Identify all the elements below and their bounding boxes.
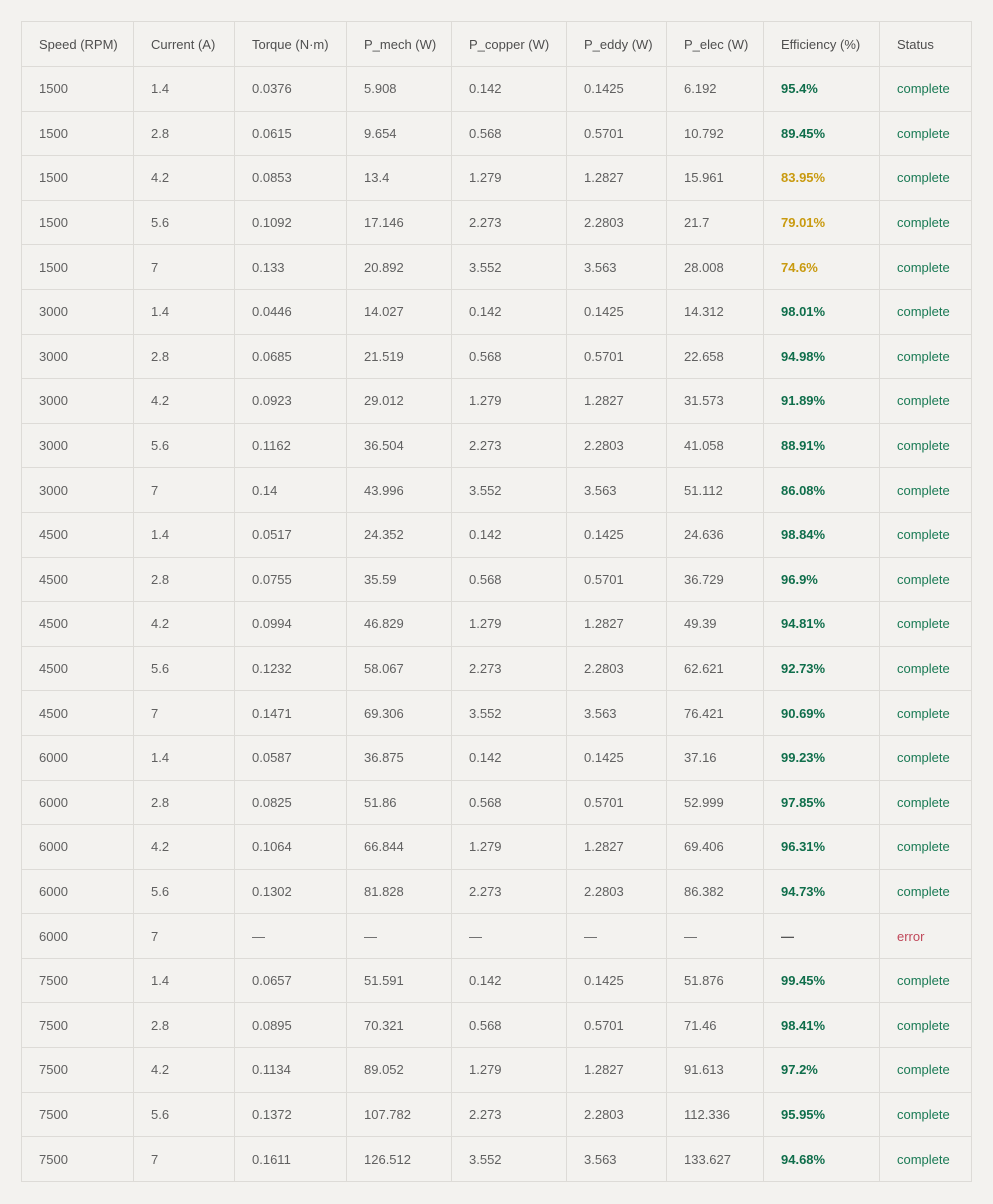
cell-torque: 0.0657: [235, 958, 347, 1003]
table-row: [22, 156, 972, 201]
cell-current: 5.6: [134, 1092, 235, 1137]
cell-p-copper: 2.273: [452, 869, 567, 914]
cell-status: complete: [880, 557, 972, 602]
cell-current: 4.2: [134, 156, 235, 201]
cell-torque: 0.0853: [235, 156, 347, 201]
cell-speed: 3000: [22, 289, 134, 334]
results-table: [21, 21, 972, 1182]
cell-p-eddy: 0.1425: [567, 67, 667, 112]
cell-p-copper: 2.273: [452, 1092, 567, 1137]
header-p-elec: P_elec (W): [667, 22, 764, 67]
cell-p-mech: 29.012: [347, 379, 452, 424]
cell-p-mech: 5.908: [347, 67, 452, 112]
cell-current: 4.2: [134, 1048, 235, 1093]
cell-p-copper: 0.142: [452, 958, 567, 1003]
cell-p-elec: 91.613: [667, 1048, 764, 1093]
cell-speed: 6000: [22, 780, 134, 825]
cell-speed: 4500: [22, 557, 134, 602]
table-row: [22, 914, 972, 959]
table-row: [22, 958, 972, 1003]
cell-speed: 1500: [22, 245, 134, 290]
table-row: [22, 1092, 972, 1137]
cell-speed: 7500: [22, 958, 134, 1003]
table-row: [22, 602, 972, 647]
cell-torque: 0.0446: [235, 289, 347, 334]
cell-p-elec: 28.008: [667, 245, 764, 290]
cell-p-elec: 76.421: [667, 691, 764, 736]
cell-speed: 1500: [22, 156, 134, 201]
cell-torque: 0.0994: [235, 602, 347, 647]
cell-p-eddy: 0.1425: [567, 958, 667, 1003]
cell-p-copper: 1.279: [452, 602, 567, 647]
cell-p-mech: 81.828: [347, 869, 452, 914]
cell-p-mech: 9.654: [347, 111, 452, 156]
cell-p-eddy: 2.2803: [567, 423, 667, 468]
header-efficiency: Efficiency (%): [764, 22, 880, 67]
cell-p-copper: 3.552: [452, 1137, 567, 1182]
cell-speed: 4500: [22, 512, 134, 557]
cell-p-copper: 0.568: [452, 111, 567, 156]
cell-speed: 4500: [22, 691, 134, 736]
cell-current: 2.8: [134, 1003, 235, 1048]
header-current: Current (A): [134, 22, 235, 67]
cell-p-mech: 20.892: [347, 245, 452, 290]
table-row: [22, 289, 972, 334]
cell-p-copper: 0.142: [452, 512, 567, 557]
cell-speed: 4500: [22, 646, 134, 691]
cell-torque: 0.1232: [235, 646, 347, 691]
cell-efficiency: 74.6%: [764, 245, 880, 290]
cell-speed: 1500: [22, 111, 134, 156]
cell-speed: 4500: [22, 602, 134, 647]
cell-efficiency: 86.08%: [764, 468, 880, 513]
cell-p-elec: 112.336: [667, 1092, 764, 1137]
table-row: [22, 646, 972, 691]
cell-p-mech: 35.59: [347, 557, 452, 602]
cell-p-copper: 0.568: [452, 1003, 567, 1048]
cell-status: complete: [880, 512, 972, 557]
cell-status: complete: [880, 780, 972, 825]
cell-p-eddy: 1.2827: [567, 379, 667, 424]
cell-status: error: [880, 914, 972, 959]
cell-p-elec: 24.636: [667, 512, 764, 557]
cell-torque: 0.133: [235, 245, 347, 290]
cell-torque: 0.1064: [235, 825, 347, 870]
cell-status: complete: [880, 245, 972, 290]
cell-torque: 0.0755: [235, 557, 347, 602]
cell-p-mech: 51.591: [347, 958, 452, 1003]
cell-p-mech: 70.321: [347, 1003, 452, 1048]
cell-torque: —: [235, 914, 347, 959]
cell-efficiency: 83.95%: [764, 156, 880, 201]
cell-current: 2.8: [134, 557, 235, 602]
cell-torque: 0.14: [235, 468, 347, 513]
cell-current: 7: [134, 245, 235, 290]
cell-efficiency: 94.98%: [764, 334, 880, 379]
cell-efficiency: 96.31%: [764, 825, 880, 870]
cell-p-copper: 3.552: [452, 245, 567, 290]
cell-status: complete: [880, 423, 972, 468]
table-row: [22, 735, 972, 780]
cell-p-elec: 37.16: [667, 735, 764, 780]
cell-current: 5.6: [134, 423, 235, 468]
cell-p-elec: 31.573: [667, 379, 764, 424]
cell-p-mech: 107.782: [347, 1092, 452, 1137]
cell-torque: 0.1471: [235, 691, 347, 736]
cell-p-mech: 46.829: [347, 602, 452, 647]
cell-torque: 0.0923: [235, 379, 347, 424]
cell-efficiency: 90.69%: [764, 691, 880, 736]
cell-p-elec: 86.382: [667, 869, 764, 914]
cell-p-eddy: 3.563: [567, 468, 667, 513]
cell-p-mech: 36.504: [347, 423, 452, 468]
cell-speed: 7500: [22, 1048, 134, 1093]
table-row: [22, 869, 972, 914]
cell-efficiency: 96.9%: [764, 557, 880, 602]
cell-torque: 0.1302: [235, 869, 347, 914]
cell-efficiency: 95.95%: [764, 1092, 880, 1137]
cell-current: 1.4: [134, 735, 235, 780]
cell-efficiency: 92.73%: [764, 646, 880, 691]
cell-torque: 0.0587: [235, 735, 347, 780]
cell-p-eddy: 0.5701: [567, 334, 667, 379]
cell-p-elec: 22.658: [667, 334, 764, 379]
cell-efficiency: 97.2%: [764, 1048, 880, 1093]
cell-status: complete: [880, 379, 972, 424]
table-row: [22, 423, 972, 468]
cell-p-elec: 51.876: [667, 958, 764, 1003]
cell-p-eddy: 2.2803: [567, 869, 667, 914]
cell-efficiency: 98.41%: [764, 1003, 880, 1048]
cell-torque: 0.0517: [235, 512, 347, 557]
cell-current: 4.2: [134, 379, 235, 424]
cell-status: complete: [880, 468, 972, 513]
cell-current: 4.2: [134, 825, 235, 870]
cell-status: complete: [880, 1003, 972, 1048]
cell-torque: 0.0615: [235, 111, 347, 156]
cell-p-elec: 69.406: [667, 825, 764, 870]
cell-p-eddy: 0.5701: [567, 111, 667, 156]
cell-p-elec: 14.312: [667, 289, 764, 334]
cell-p-copper: 0.568: [452, 780, 567, 825]
cell-p-eddy: 1.2827: [567, 602, 667, 647]
table-row: [22, 1048, 972, 1093]
cell-efficiency: 98.84%: [764, 512, 880, 557]
cell-status: complete: [880, 200, 972, 245]
cell-p-elec: 51.112: [667, 468, 764, 513]
cell-current: 7: [134, 691, 235, 736]
cell-p-elec: 21.7: [667, 200, 764, 245]
cell-current: 1.4: [134, 958, 235, 1003]
cell-efficiency: 94.81%: [764, 602, 880, 647]
cell-current: 1.4: [134, 512, 235, 557]
cell-speed: 6000: [22, 825, 134, 870]
cell-p-copper: 0.142: [452, 67, 567, 112]
cell-p-mech: 24.352: [347, 512, 452, 557]
header-torque: Torque (N·m): [235, 22, 347, 67]
cell-speed: 1500: [22, 67, 134, 112]
cell-p-elec: 41.058: [667, 423, 764, 468]
cell-p-copper: 1.279: [452, 156, 567, 201]
table-row: [22, 691, 972, 736]
cell-p-eddy: 2.2803: [567, 1092, 667, 1137]
cell-p-elec: —: [667, 914, 764, 959]
cell-efficiency: 89.45%: [764, 111, 880, 156]
header-p-copper: P_copper (W): [452, 22, 567, 67]
cell-torque: 0.0376: [235, 67, 347, 112]
cell-status: complete: [880, 602, 972, 647]
cell-efficiency: 94.68%: [764, 1137, 880, 1182]
table-row: [22, 557, 972, 602]
cell-p-mech: 51.86: [347, 780, 452, 825]
table-row: [22, 334, 972, 379]
cell-status: complete: [880, 67, 972, 112]
cell-p-elec: 36.729: [667, 557, 764, 602]
cell-p-copper: 1.279: [452, 825, 567, 870]
cell-p-eddy: —: [567, 914, 667, 959]
cell-p-mech: 21.519: [347, 334, 452, 379]
cell-p-mech: 36.875: [347, 735, 452, 780]
cell-torque: 0.0825: [235, 780, 347, 825]
cell-status: complete: [880, 289, 972, 334]
cell-p-eddy: 0.5701: [567, 1003, 667, 1048]
cell-current: 2.8: [134, 780, 235, 825]
table-row: [22, 512, 972, 557]
cell-efficiency: 99.45%: [764, 958, 880, 1003]
cell-efficiency: 91.89%: [764, 379, 880, 424]
header-status: Status: [880, 22, 972, 67]
cell-current: 2.8: [134, 334, 235, 379]
table-row: [22, 200, 972, 245]
cell-p-eddy: 1.2827: [567, 1048, 667, 1093]
cell-p-elec: 62.621: [667, 646, 764, 691]
cell-status: complete: [880, 825, 972, 870]
table-row: [22, 245, 972, 290]
cell-p-mech: 69.306: [347, 691, 452, 736]
cell-current: 2.8: [134, 111, 235, 156]
cell-efficiency: —: [764, 914, 880, 959]
cell-p-copper: 3.552: [452, 468, 567, 513]
cell-efficiency: 94.73%: [764, 869, 880, 914]
cell-current: 1.4: [134, 67, 235, 112]
cell-p-copper: 0.142: [452, 735, 567, 780]
table-row: [22, 67, 972, 112]
cell-current: 5.6: [134, 869, 235, 914]
cell-torque: 0.1611: [235, 1137, 347, 1182]
cell-status: complete: [880, 1092, 972, 1137]
cell-speed: 6000: [22, 914, 134, 959]
cell-torque: 0.1162: [235, 423, 347, 468]
cell-p-copper: 2.273: [452, 200, 567, 245]
table-row: [22, 825, 972, 870]
cell-current: 5.6: [134, 200, 235, 245]
cell-p-eddy: 2.2803: [567, 200, 667, 245]
cell-p-copper: 1.279: [452, 1048, 567, 1093]
cell-speed: 3000: [22, 379, 134, 424]
table-row: [22, 1003, 972, 1048]
table-row: [22, 1137, 972, 1182]
cell-p-eddy: 0.1425: [567, 512, 667, 557]
cell-p-copper: 0.568: [452, 557, 567, 602]
table-header-row: [22, 22, 972, 67]
cell-p-elec: 15.961: [667, 156, 764, 201]
cell-current: 7: [134, 914, 235, 959]
cell-p-elec: 49.39: [667, 602, 764, 647]
cell-p-copper: 1.279: [452, 379, 567, 424]
cell-status: complete: [880, 735, 972, 780]
cell-status: complete: [880, 111, 972, 156]
table-body: [22, 67, 972, 1182]
header-p-eddy: P_eddy (W): [567, 22, 667, 67]
cell-p-copper: 0.142: [452, 289, 567, 334]
cell-p-elec: 52.999: [667, 780, 764, 825]
cell-p-eddy: 1.2827: [567, 825, 667, 870]
table-row: [22, 111, 972, 156]
cell-p-copper: —: [452, 914, 567, 959]
cell-torque: 0.0685: [235, 334, 347, 379]
cell-speed: 7500: [22, 1137, 134, 1182]
cell-p-copper: 2.273: [452, 423, 567, 468]
cell-speed: 7500: [22, 1092, 134, 1137]
table-row: [22, 780, 972, 825]
cell-status: complete: [880, 646, 972, 691]
cell-status: complete: [880, 156, 972, 201]
cell-p-elec: 133.627: [667, 1137, 764, 1182]
cell-p-eddy: 3.563: [567, 245, 667, 290]
cell-status: complete: [880, 1137, 972, 1182]
cell-speed: 3000: [22, 468, 134, 513]
cell-p-mech: 43.996: [347, 468, 452, 513]
cell-p-eddy: 3.563: [567, 691, 667, 736]
cell-efficiency: 88.91%: [764, 423, 880, 468]
cell-efficiency: 99.23%: [764, 735, 880, 780]
cell-p-copper: 2.273: [452, 646, 567, 691]
cell-torque: 0.1092: [235, 200, 347, 245]
cell-speed: 7500: [22, 1003, 134, 1048]
cell-p-eddy: 0.1425: [567, 289, 667, 334]
cell-current: 7: [134, 1137, 235, 1182]
cell-p-mech: 66.844: [347, 825, 452, 870]
cell-status: complete: [880, 691, 972, 736]
cell-p-mech: 126.512: [347, 1137, 452, 1182]
cell-torque: 0.1134: [235, 1048, 347, 1093]
cell-p-elec: 71.46: [667, 1003, 764, 1048]
cell-speed: 6000: [22, 869, 134, 914]
cell-status: complete: [880, 869, 972, 914]
cell-speed: 6000: [22, 735, 134, 780]
cell-p-eddy: 3.563: [567, 1137, 667, 1182]
cell-torque: 0.1372: [235, 1092, 347, 1137]
header-p-mech: P_mech (W): [347, 22, 452, 67]
cell-efficiency: 98.01%: [764, 289, 880, 334]
cell-p-elec: 6.192: [667, 67, 764, 112]
cell-p-mech: 58.067: [347, 646, 452, 691]
cell-status: complete: [880, 334, 972, 379]
cell-speed: 3000: [22, 334, 134, 379]
cell-status: complete: [880, 958, 972, 1003]
cell-p-eddy: 1.2827: [567, 156, 667, 201]
table-row: [22, 468, 972, 513]
cell-p-mech: —: [347, 914, 452, 959]
cell-p-copper: 3.552: [452, 691, 567, 736]
cell-p-eddy: 0.5701: [567, 780, 667, 825]
cell-p-mech: 13.4: [347, 156, 452, 201]
table-row: [22, 379, 972, 424]
cell-p-mech: 89.052: [347, 1048, 452, 1093]
cell-current: 1.4: [134, 289, 235, 334]
cell-status: complete: [880, 1048, 972, 1093]
cell-p-copper: 0.568: [452, 334, 567, 379]
header-speed: Speed (RPM): [22, 22, 134, 67]
cell-current: 4.2: [134, 602, 235, 647]
results-table-container: [21, 21, 971, 1182]
cell-p-eddy: 0.5701: [567, 557, 667, 602]
cell-p-mech: 17.146: [347, 200, 452, 245]
cell-p-elec: 10.792: [667, 111, 764, 156]
cell-torque: 0.0895: [235, 1003, 347, 1048]
cell-current: 5.6: [134, 646, 235, 691]
cell-p-eddy: 2.2803: [567, 646, 667, 691]
cell-p-eddy: 0.1425: [567, 735, 667, 780]
cell-current: 7: [134, 468, 235, 513]
cell-efficiency: 79.01%: [764, 200, 880, 245]
cell-speed: 3000: [22, 423, 134, 468]
cell-speed: 1500: [22, 200, 134, 245]
cell-efficiency: 97.85%: [764, 780, 880, 825]
cell-efficiency: 95.4%: [764, 67, 880, 112]
cell-p-mech: 14.027: [347, 289, 452, 334]
